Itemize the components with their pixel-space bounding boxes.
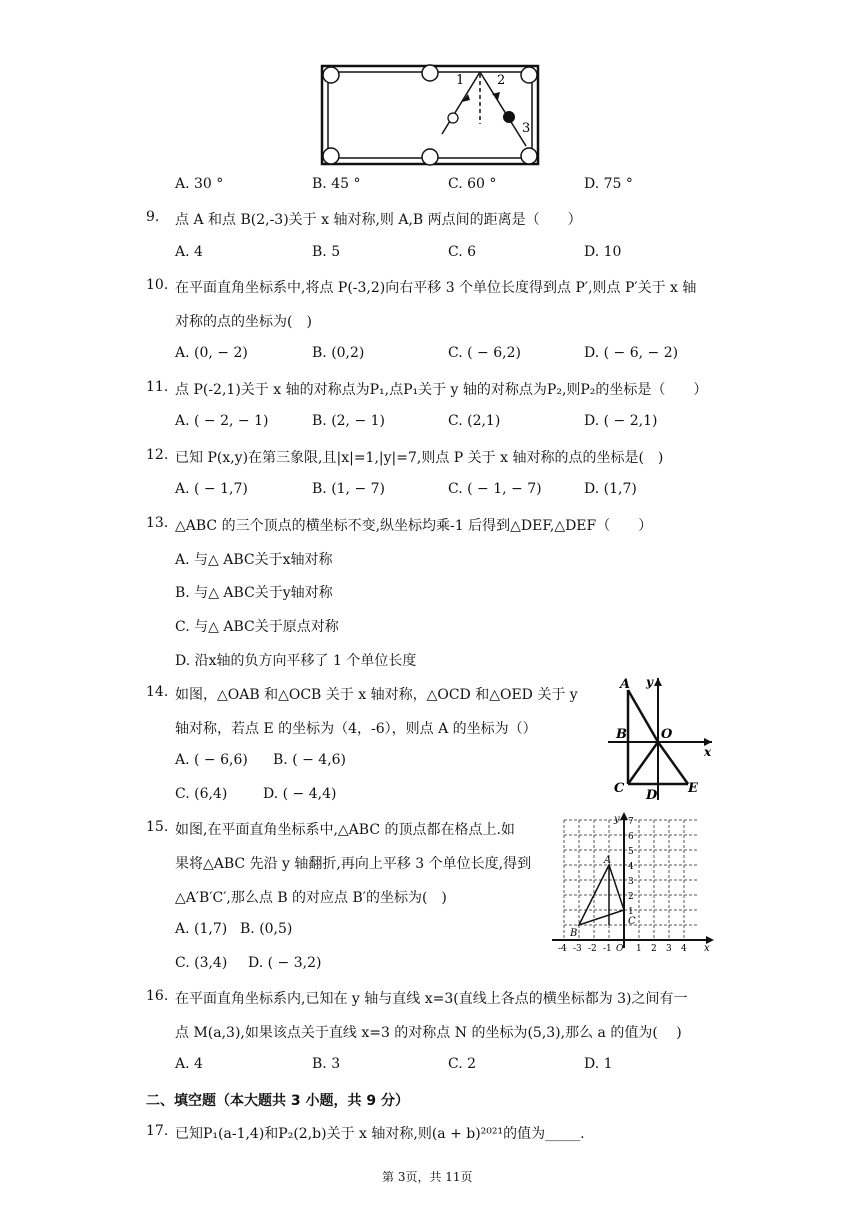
y-tick-1: 1 — [628, 907, 634, 917]
page-footer: 第 3页，共 11页 — [382, 1170, 473, 1184]
y-tick-5: 5 — [628, 847, 634, 857]
question-number: 15. — [146, 819, 169, 835]
option: C. 2 — [448, 1056, 477, 1072]
option: A. ( − 2, − 1) — [175, 413, 269, 429]
point-b-label: B — [616, 727, 627, 742]
option: A. ( − 1,7) — [175, 481, 248, 497]
question-text: 点 P(-2,1)关于 x 轴的对称点为P₁,点P₁关于 y 轴的对称点为P₂,则P₂的坐标是（ ） — [175, 382, 708, 398]
y-tick-3: 3 — [628, 877, 634, 887]
option: B. (0,5) — [240, 921, 293, 937]
x-axis-label: x — [704, 943, 710, 952]
question-number: 11. — [146, 379, 169, 395]
option: D. ( − 6, − 2) — [584, 345, 679, 361]
question-number: 10. — [146, 277, 169, 293]
option: C. 与△ ABC关于原点对称 — [175, 619, 339, 635]
question-text: 已知P₁(a-1,4)和P₂(2,b)关于 x 轴对称,则(a + b)²⁰²¹的值为_____. — [175, 1126, 585, 1142]
section-heading: 二、填空题（本大题共 3 小题，共 9 分） — [146, 1093, 409, 1109]
option: B. (2, − 1) — [312, 413, 386, 429]
y-tick-2: 2 — [628, 892, 634, 902]
question-number: 16. — [146, 988, 169, 1004]
option: C. ( − 1, − 7) — [448, 481, 542, 497]
question-text: △A′B′C′,那么点 B 的对应点 B′的坐标为( ) — [175, 890, 447, 906]
point-a-label: A — [604, 855, 612, 866]
question-text: 点 M(a,3),如果该点关于直线 x=3 的对称点 N 的坐标为(5,3),那么 a 的值为( ) — [175, 1025, 682, 1041]
option: B. (0,2) — [312, 345, 365, 361]
question-number: 17. — [146, 1123, 169, 1139]
x-tick-neg2: -2 — [588, 944, 597, 952]
option: D. ( − 2,1) — [584, 413, 658, 429]
option: B. ( − 4,6) — [273, 752, 347, 768]
x-tick-neg4: -4 — [558, 944, 567, 952]
y-axis-label: y — [646, 675, 653, 689]
point-e-label: E — [688, 781, 698, 796]
point-c-label: C — [614, 781, 625, 796]
point-b-label: B — [570, 928, 578, 939]
x-tick-2: 2 — [651, 944, 657, 952]
angle-label-3: 3 — [522, 121, 531, 136]
option: D. ( − 3,2) — [248, 955, 322, 971]
option: D. 1 — [584, 1056, 613, 1072]
option: A. (0, − 2) — [175, 345, 248, 361]
question-number: 14. — [146, 684, 169, 700]
angle-label-2: 2 — [497, 73, 506, 88]
point-d-label: D — [646, 788, 658, 803]
y-tick-4: 4 — [628, 862, 634, 872]
point-c-label: C — [628, 916, 636, 927]
question-text: 如图,在平面直角坐标系中,△ABC 的顶点都在格点上.如 — [175, 822, 515, 838]
y-tick-6: 6 — [628, 832, 634, 842]
option: C. (2,1) — [448, 413, 501, 429]
option: B. (1, − 7) — [312, 481, 386, 497]
x-tick-1: 1 — [636, 944, 642, 952]
billiard-table-figure — [320, 64, 542, 168]
question-text: 果将△ABC 先沿 y 轴翻折,再向上平移 3 个单位长度,得到 — [175, 856, 532, 872]
question-text: △ABC 的三个顶点的横坐标不变,纵坐标均乘-1 后得到△DEF,△DEF（ ） — [175, 518, 653, 534]
y-axis-label: y — [614, 814, 620, 825]
option: D. ( − 4,4) — [263, 786, 337, 802]
option: C. ( − 6,2) — [448, 345, 521, 361]
x-tick-neg1: -1 — [603, 944, 612, 952]
question-text: 已知 P(x,y)在第三象限,且|x|=1,|y|=7,则点 P 关于 x 轴对称的点的坐标是( ) — [175, 450, 664, 466]
question-number: 12. — [146, 447, 169, 463]
option: B. 5 — [312, 244, 341, 260]
option: B. 3 — [312, 1056, 341, 1072]
option: C. (3,4) — [175, 955, 228, 971]
question-text: 点 A 和点 B(2,-3)关于 x 轴对称,则 A,B 两点间的距离是（ ） — [175, 212, 582, 228]
x-tick-neg3: -3 — [573, 944, 582, 952]
question-number: 9. — [146, 209, 160, 225]
option: A. 4 — [175, 1056, 203, 1072]
option: C. 6 — [448, 244, 477, 260]
option: D. 10 — [584, 244, 622, 260]
option: A. 4 — [175, 244, 203, 260]
option: C. (6,4) — [175, 786, 228, 802]
q15-grid-figure — [552, 812, 718, 952]
y-tick-7: 7 — [628, 817, 634, 827]
option: B. 与△ ABC关于y轴对称 — [175, 585, 333, 601]
q8-option-c: C. 60 ° — [448, 176, 497, 192]
question-text: 在平面直角坐标系中,将点 P(-3,2)向右平移 3 个单位长度得到点 P′,则点 P′关于 x 轴 — [175, 280, 697, 296]
q8-option-b: B. 45 ° — [312, 176, 361, 192]
option: A. (1,7) — [175, 921, 228, 937]
x-axis-label: x — [704, 745, 712, 759]
question-text: 轴对称，若点 E 的坐标为（4，-6），则点 A 的坐标为（） — [175, 721, 537, 737]
point-a-label: A — [620, 677, 631, 692]
question-text: 在平面直角坐标系内,已知在 y 轴与直线 x=3(直线上各点的横坐标都为 3)之间有一 — [175, 991, 688, 1007]
q8-option-a: A. 30 ° — [175, 176, 224, 192]
x-tick-4: 4 — [681, 944, 687, 952]
option: D. 沿x轴的负方向平移了 1 个单位长度 — [175, 653, 417, 669]
question-text: 对称的点的坐标为( ) — [175, 314, 312, 330]
origin-label: O — [661, 727, 673, 742]
option: A. 与△ ABC关于x轴对称 — [175, 552, 333, 568]
q8-option-d: D. 75 ° — [584, 176, 633, 192]
option: D. (1,7) — [584, 481, 637, 497]
question-text: 如图，△OAB 和△OCB 关于 x 轴对称，△OCD 和△OED 关于 y — [175, 687, 578, 703]
q14-triangle-figure — [600, 672, 720, 804]
question-number: 13. — [146, 515, 169, 531]
x-tick-origin: O — [616, 944, 624, 952]
option: A. ( − 6,6) — [175, 752, 248, 768]
angle-label-1: 1 — [456, 73, 465, 88]
x-tick-3: 3 — [666, 944, 672, 952]
